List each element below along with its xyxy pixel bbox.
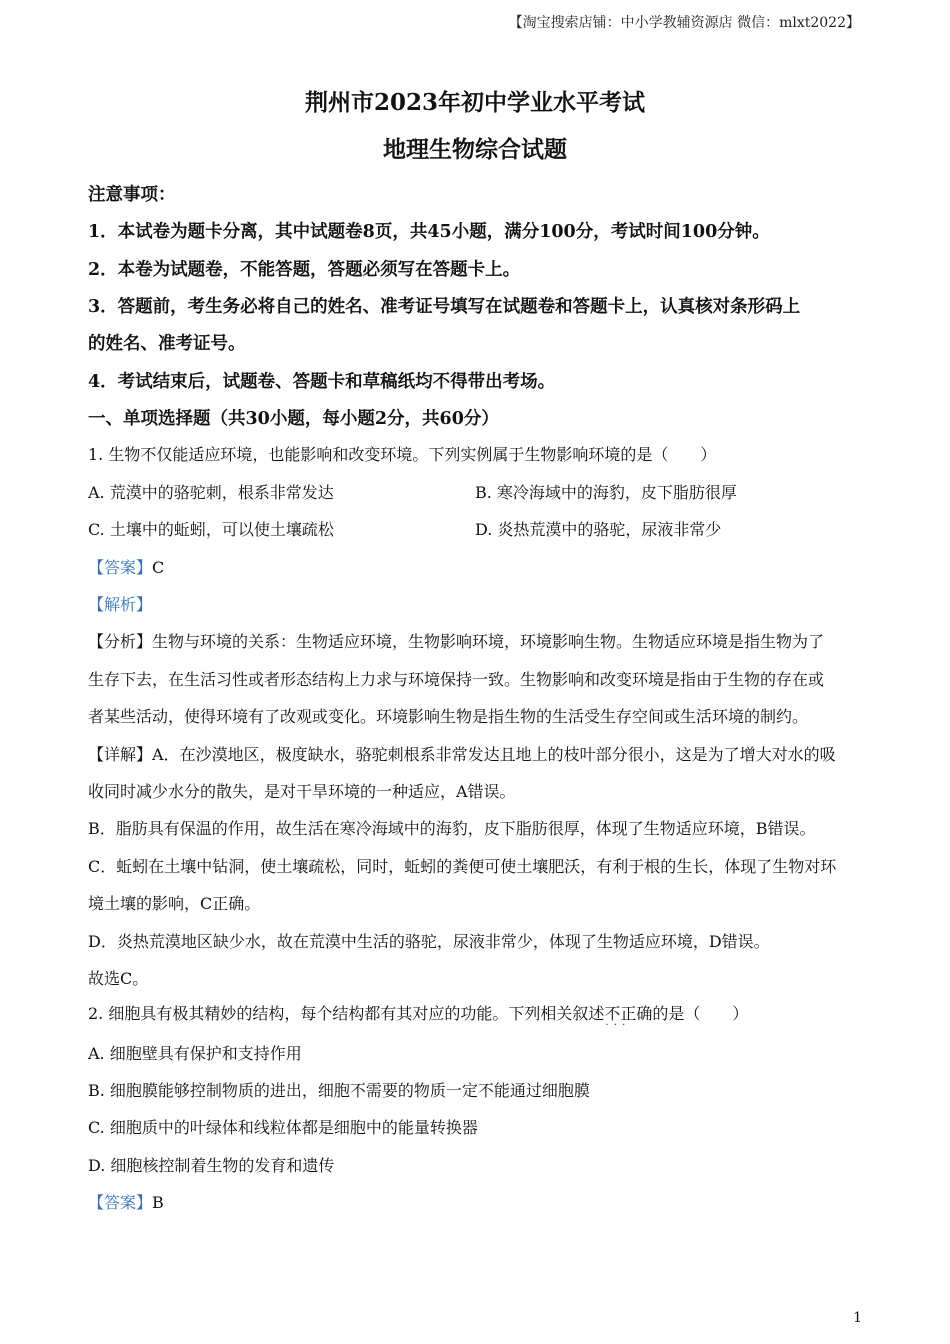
q1-answer: [88, 555, 164, 578]
fenxi-tag: 【分析】: [88, 632, 153, 651]
header-note: 【淘宝搜索店铺：中小学教辅资源店 微信：mlxt2022】: [508, 15, 860, 31]
q1-fenxi-3: 者某些活动，使得环境有了改观或变化。环境影响生物是指生物的生活受生存空间或生活环境的制约。: [88, 707, 809, 726]
section-heading: 一、单项选择题（共30小题，每小题2分，共60分）: [88, 409, 499, 429]
q1-xiangjie-c2: 境土壤的影响，C正确。: [88, 894, 261, 913]
answer-tag: 【答案】: [88, 1193, 153, 1212]
exam-subtitle: 地理生物综合试题: [383, 136, 567, 163]
q2-stem-emphasis: 不正确 · · ·: [604, 1004, 652, 1023]
q1-xiangjie-a1: [88, 742, 836, 765]
q1-xiangjie-b: B．脂肪具有保温的作用，故生活在寒冷海域中的海豹，皮下脂肪很厚，体现了生物适应环境，B错误。: [88, 819, 816, 838]
q2-stem: [88, 1001, 748, 1024]
fenxi-text-1: 生物与环境的关系：生物适应环境，生物影响环境，环境影响生物。生物适应环境是指生物为了: [152, 632, 825, 651]
page-number: 1: [853, 1310, 862, 1326]
q1-analysis-tag: 【解析】: [88, 595, 153, 614]
q1-fenxi-2: 生存下去，在生活习性或者形态结构上力求与环境保持一致。生物影响和改变环境是指由于生物的存在或: [88, 670, 825, 689]
q1-option-a: A. 荒漠中的骆驼刺，根系非常发达: [88, 483, 334, 502]
q1-conclusion: 故选C。: [88, 969, 149, 988]
q1-fenxi-1: [88, 629, 824, 652]
q2-stem-pre: 2. 细胞具有极其精妙的结构，每个结构都有其对应的功能。下列相关叙述: [88, 1004, 605, 1023]
q2-option-c: C. 细胞质中的叶绿体和线粒体都是细胞中的能量转换器: [88, 1118, 478, 1137]
q1-stem: 1. 生物不仅能适应环境，也能影响和改变环境。下列实例属于生物影响环境的是（ ）: [88, 445, 717, 464]
xiangjie-text-a1: A．在沙漠地区，极度缺水，骆驼刺根系非常发达且地上的枝叶部分很小，这是为了增大对水的吸: [152, 745, 836, 764]
q2-stem-post: 的是（ ）: [652, 1004, 749, 1023]
answer-tag: 【答案】: [88, 558, 153, 577]
q2-answer: [88, 1190, 164, 1213]
q2-answer-value: B: [152, 1193, 164, 1212]
q1-xiangjie-a2: 收同时减少水分的散失，是对干旱环境的一种适应，A错误。: [88, 782, 516, 801]
notice-item-3a: 3．答题前，考生务必将自己的姓名、准考证号填写在试题卷和答题卡上，认真核对条形码上: [88, 297, 801, 317]
q1-answer-value: C: [152, 558, 165, 577]
notice-item-3b: 的姓名、准考证号。: [88, 334, 246, 354]
q2-option-a: A. 细胞壁具有保护和支持作用: [88, 1044, 302, 1063]
q1-option-b: B. 寒冷海域中的海豹，皮下脂肪很厚: [475, 483, 737, 502]
notice-item-4: 4．考试结束后，试题卷、答题卡和草稿纸均不得带出考场。: [88, 372, 556, 392]
xiangjie-tag: 【详解】: [88, 745, 153, 764]
notice-heading: 注意事项：: [88, 185, 176, 205]
exam-title: 荆州市2023年初中学业水平考试: [304, 89, 645, 116]
q1-option-c: C. 土壤中的蚯蚓，可以使土壤疏松: [88, 520, 334, 539]
q1-option-d: D. 炎热荒漠中的骆驼，尿液非常少: [475, 520, 722, 539]
q1-xiangjie-c1: C．蚯蚓在土壤中钻洞，使土壤疏松，同时，蚯蚓的粪便可使土壤肥沃，有利于根的生长，体现了生物对环: [88, 857, 837, 876]
q2-option-b: B. 细胞膜能够控制物质的进出，细胞不需要的物质一定不能通过细胞膜: [88, 1081, 590, 1100]
q2-option-d: D. 细胞核控制着生物的发育和遗传: [88, 1156, 335, 1175]
notice-item-2: 2．本卷为试题卷，不能答题，答题必须写在答题卡上。: [88, 260, 521, 280]
notice-item-1: 1．本试卷为题卡分离，其中试题卷8页，共45小题，满分100分，考试时间100分钟。: [88, 222, 770, 242]
q1-xiangjie-d: D．炎热荒漠地区缺少水，故在荒漠中生活的骆驼，尿液非常少，体现了生物适应环境，D错误。: [88, 932, 770, 951]
